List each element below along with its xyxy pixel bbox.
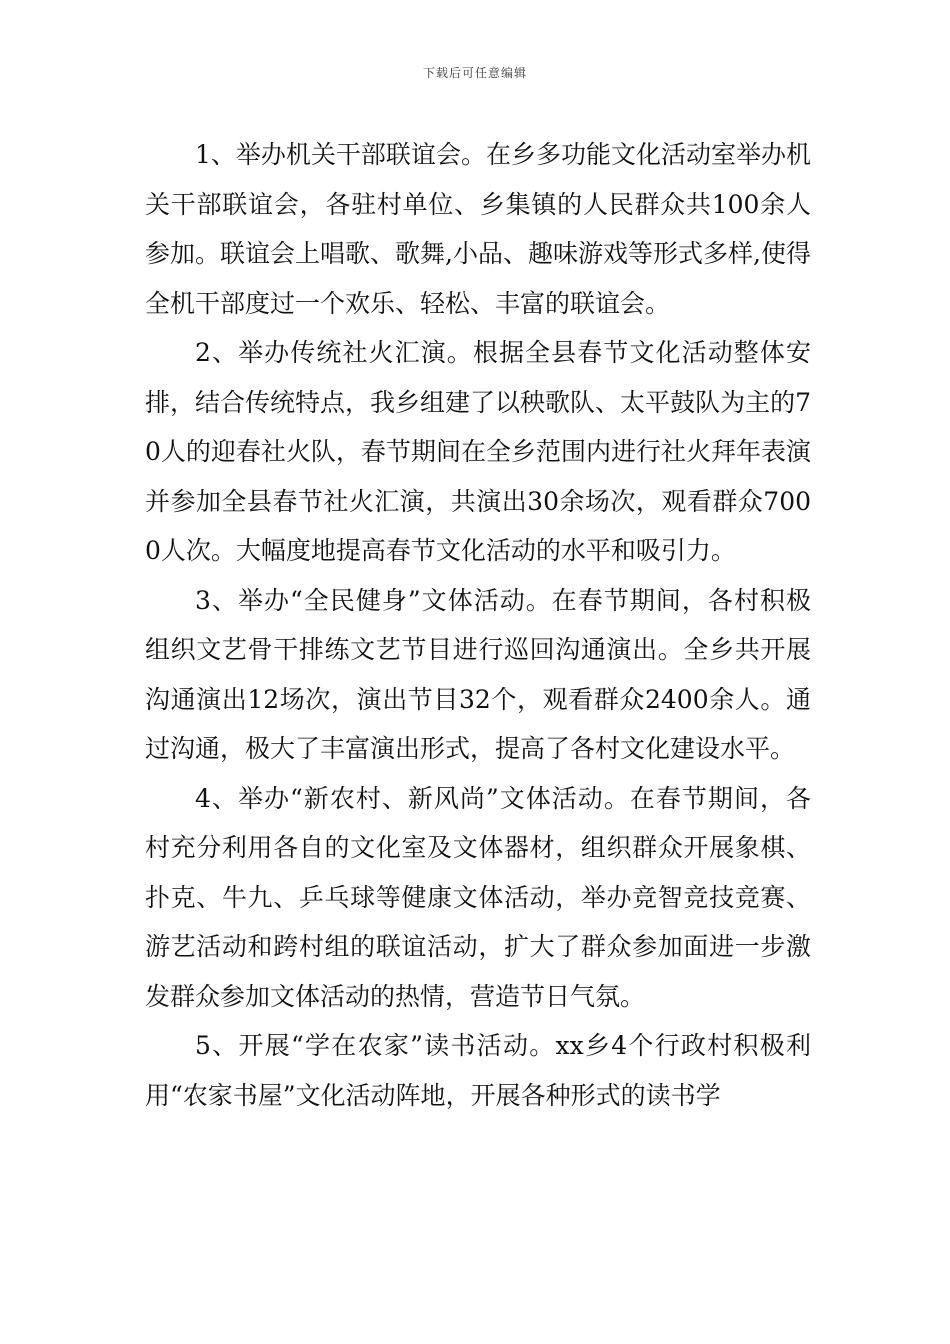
page-header: 下载后可任意编辑 — [422, 66, 527, 80]
paragraph-5: 5、开展“学在农家”读书活动。xx乡4个行政村积极利用“农家书屋”文化活动阵地，开展各种形式的读书学 — [145, 1031, 811, 1110]
paragraph-1: 1、举办机关干部联谊会。在乡多功能文化活动室举办机关干部联谊会，各驻村单位、乡集镇的人民群众共100余人参加。联谊会上唱歌、歌舞,小品、趣味游戏等形式多样,使得全机干部度过一个欢乐、轻松、丰富的联谊会。 — [145, 140, 811, 318]
document-body — [145, 130, 811, 1120]
paragraph-3: 3、举办“全民健身”文体活动。在春节期间，各村积极组织文艺骨干排练文艺节目进行巡回沟通演出。全乡共开展沟通演出12场次，演出节目32个，观看群众2400余人。通过沟通，极大了丰富演出形式，提高了各村文化建设水平。 — [145, 585, 811, 763]
paragraph-4: 4、举办“新农村、新风尚”文体活动。在春节期间，各村充分利用各自的文化室及文体器材，组织群众开展象棋、扑克、牛九、乒乓球等健康文体活动，举办竞智竞技竞赛、游艺活动和跨村组的联谊活动，扩大了群众参加面进一步激发群众参加文体活动的热情，营造节日气氛。 — [145, 783, 811, 1011]
paragraph-2: 2、举办传统社火汇演。根据全县春节文化活动整体安排，结合传统特点，我乡组建了以秧歌队、太平鼓队为主的70人的迎春社火队，春节期间在全乡范围内进行社火拜年表演并参加全县春节社火汇演，共演出30余场次，观看群众7000人次。大幅度地提高春节文化活动的水平和吸引力。 — [145, 338, 811, 565]
